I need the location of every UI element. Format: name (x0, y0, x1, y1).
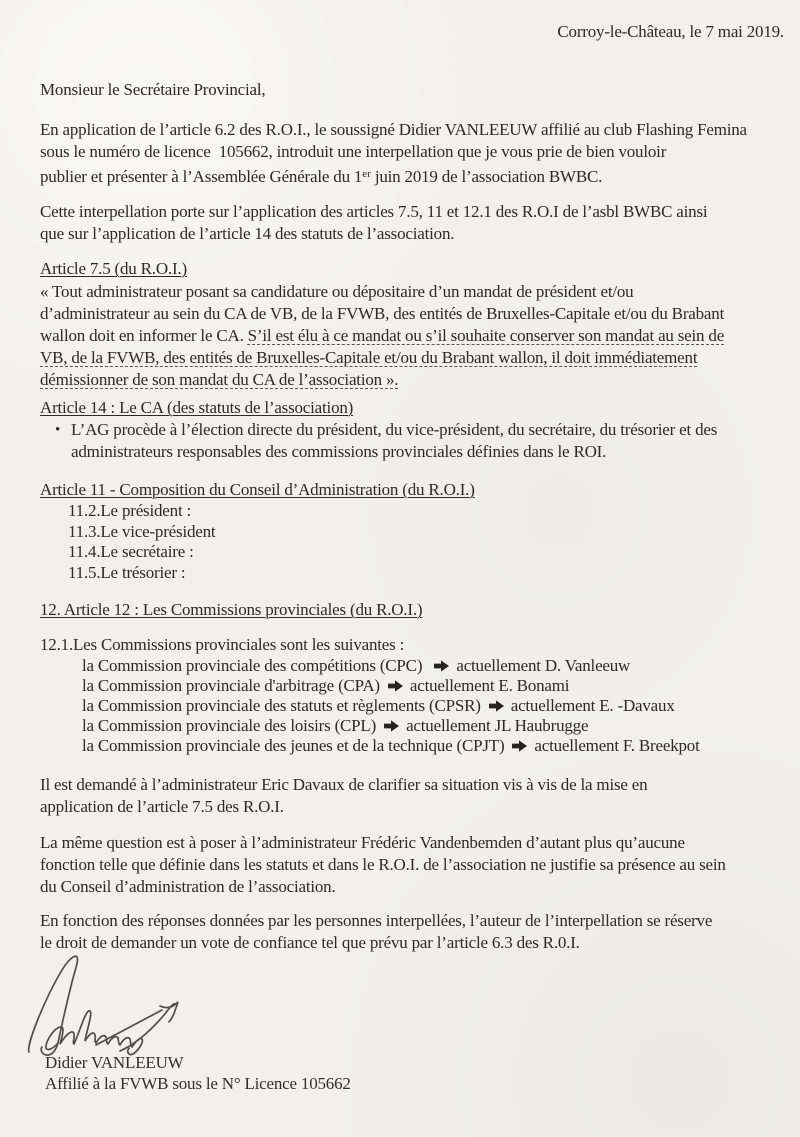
salutation: Monsieur le Secrétaire Provincial, (40, 80, 266, 99)
arrow-right-icon (512, 740, 527, 752)
text-line: application de l’article 7.5 des R.O.I. (40, 797, 284, 816)
article-7-5-quote (40, 281, 724, 391)
dateline: Corroy-le-Château, le 7 mai 2019. (557, 22, 784, 41)
text-line: La même question est à poser à l’administrateur Frédéric Vandenbemden d’autant plus qu’aucune (40, 833, 685, 852)
text-line: En fonction des réponses données par les personnes interpellées, l’auteur de l’interpellation se réserve (40, 911, 713, 930)
text-line: d’administrateur au sein du CA de VB, de la FVWB, des entités de Bruxelles-Capitale et/ou du Brabant (40, 304, 725, 323)
commission-item: la Commission provinciale des loisirs (CPL) actuellement JL Haubrugge (82, 716, 589, 735)
text-line: démissionner de son mandat du CA de l’association ». (40, 370, 399, 389)
text-line: fonction telle que définie dans les statuts et dans le R.O.I. de l’association ne justifie sa présence au sein (40, 855, 726, 874)
text-line: « Tout administrateur posant sa candidature ou dépositaire d’un mandat de président et/ou (40, 282, 634, 301)
arrow-right-icon (388, 680, 403, 692)
list-item: 11.5.Le trésorier : (68, 562, 186, 582)
superscript-er: er (362, 168, 371, 180)
heading-article-7-5: Article 7.5 (du R.O.I.) (40, 259, 187, 278)
heading-article-14: Article 14 : Le CA (des statuts de l’association) (40, 398, 354, 417)
text-line: L’AG procède à l’élection directe du président, du vice-président, du secrétaire, du trésorier et des (71, 420, 718, 439)
text-line: wallon doit en informer le CA. S’il est élu à ce mandat ou s’il souhaite conserver son mandat au sein de (40, 326, 725, 345)
text-line: VB, de la FVWB, des entités de Bruxelles-Capitale et/ou du Brabant wallon, il doit immédiatement (40, 348, 698, 367)
text-line: En application de l’article 6.2 des R.O.I., le soussigné Didier VANLEEUW affilié au club Flashing Femina (40, 120, 747, 139)
text-line: Cette interpellation porte sur l’application des articles 7.5, 11 et 12.1 des R.O.I de l’asbl BWBC ainsi (40, 202, 708, 221)
text-line: Il est demandé à l’administrateur Eric Davaux de clarifier sa situation vis à vis de la mise en (40, 775, 648, 794)
commission-item: la Commission provinciale d'arbitrage (CPA) actuellement E. Bonami (82, 676, 570, 695)
intro-paragraph (40, 119, 747, 188)
commissions-list (82, 656, 700, 756)
article-14-bullet-list (55, 419, 717, 463)
commission-item: la Commission provinciale des compétitions (CPC) actuellement D. Vanleeuw (82, 656, 631, 675)
arrow-right-icon (489, 700, 504, 712)
bullet-icon: • (55, 422, 61, 438)
arrow-right-icon (384, 720, 399, 732)
list-item: 11.3.Le vice-président (68, 521, 216, 541)
subject-paragraph (40, 201, 707, 245)
text-line: administrateurs responsables des commissions provinciales définies dans le ROI. (71, 442, 607, 461)
commission-item: la Commission provinciale des jeunes et de la technique (CPJT) actuellement F. Breekpot (82, 736, 700, 755)
text-line: sous le numéro de licence 105662, introduit une interpellation que je vous prie de bien vouloir (40, 142, 667, 161)
list-item: 11.4.Le secrétaire : (68, 542, 194, 561)
text-line: le droit de demander un vote de confiance tel que prévu par l’article 6.3 des R.0.I. (40, 933, 580, 952)
arrow-right-icon (434, 660, 449, 672)
demande-paragraph (40, 774, 647, 818)
meme-question-paragraph (40, 832, 726, 898)
bullet-item (55, 419, 717, 463)
text-line: publier et présenter à l’Assemblée Générale du 1er juin 2019 de l’association BWBC. (40, 167, 603, 186)
signatory-name: Didier VANLEEUW (45, 1053, 184, 1072)
text-line: que sur l’application de l’article 14 des statuts de l’association. (40, 224, 455, 243)
article-11-items (68, 501, 215, 583)
signatory-affiliation: Affilié à la FVWB sous le N° Licence 105662 (45, 1074, 351, 1093)
commission-item: la Commission provinciale des statuts et règlements (CPSR) actuellement E. -Davaux (82, 696, 675, 715)
list-item: 11.2.Le président : (68, 501, 192, 520)
text-line: du Conseil d’administration de l’association. (40, 877, 336, 896)
article-12-intro: 12.1.Les Commissions provinciales sont les suivantes : (40, 635, 405, 654)
handwritten-signature (22, 948, 192, 1060)
heading-article-12: 12. Article 12 : Les Commissions provinciales (du R.O.I.) (40, 600, 423, 619)
heading-article-11: Article 11 - Composition du Conseil d’Administration (du R.O.I.) (40, 480, 475, 499)
